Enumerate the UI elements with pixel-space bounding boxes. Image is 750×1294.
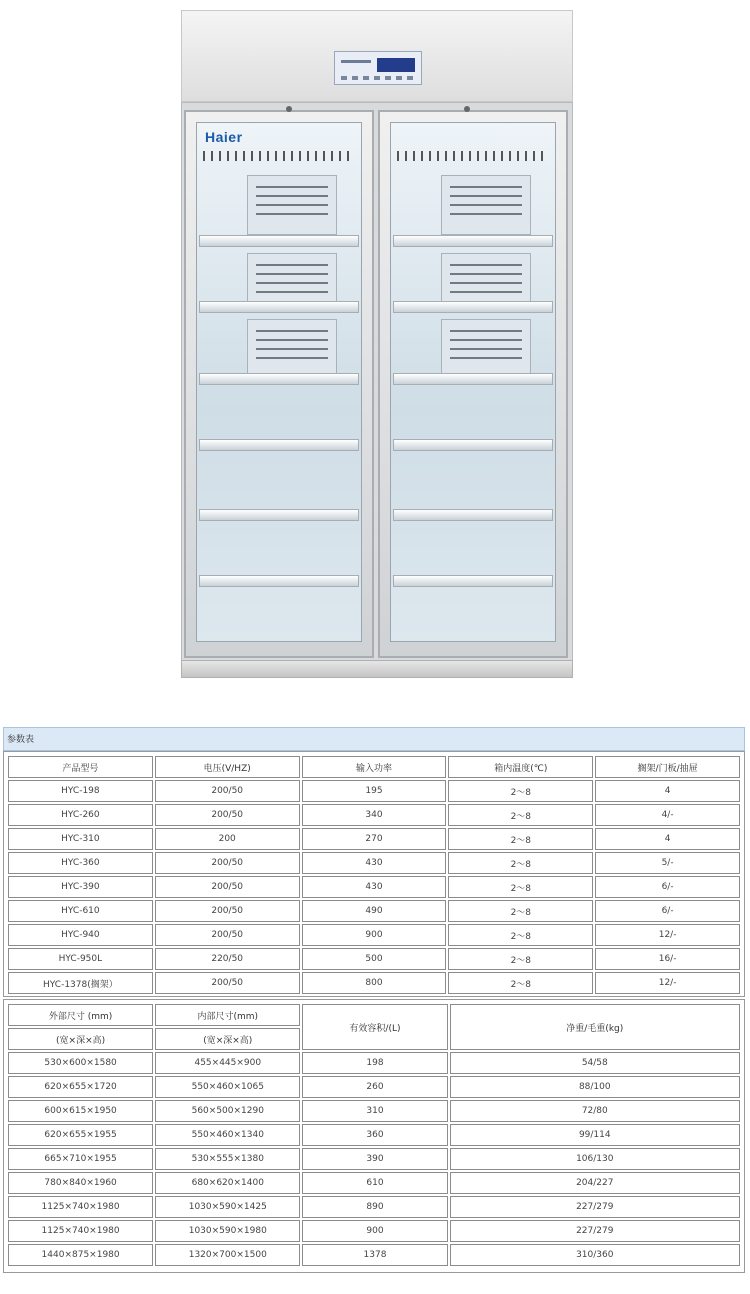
table-cell: 500: [302, 948, 447, 970]
right-door-glass: [390, 122, 556, 642]
table-cell: 6/-: [595, 900, 740, 922]
right-door: [378, 110, 568, 658]
table-row: [8, 1172, 740, 1194]
table-cell: 1125×740×1980: [8, 1220, 153, 1242]
table-row: [8, 948, 740, 970]
lock-icon: [464, 106, 470, 112]
table-cell: 5/-: [595, 852, 740, 874]
air-vent: [203, 151, 355, 161]
column-header: 有效容积/(L): [302, 1004, 447, 1050]
table-cell: 560×500×1290: [155, 1100, 300, 1122]
table-cell: 12/-: [595, 924, 740, 946]
table-row: [8, 1220, 740, 1242]
column-header: 产品型号: [8, 756, 153, 778]
table-row: [8, 924, 740, 946]
table-row: [8, 1148, 740, 1170]
table-cell: 620×655×1955: [8, 1124, 153, 1146]
table-row: [8, 1052, 740, 1074]
table-cell: HYC-260: [8, 804, 153, 826]
table-cell: 1030×590×1980: [155, 1220, 300, 1242]
table-cell: 490: [302, 900, 447, 922]
temperature-display: [377, 58, 415, 72]
table-cell: 198: [302, 1052, 447, 1074]
table-cell: 900: [302, 924, 447, 946]
panel-keys: [341, 76, 417, 80]
table-row: [8, 804, 740, 826]
table-cell: 200: [155, 828, 300, 850]
table-row: [8, 1076, 740, 1098]
column-header: 搁架/门板/抽屉: [595, 756, 740, 778]
shelf: [199, 439, 359, 451]
column-header: 内部尺寸(mm): [155, 1004, 300, 1026]
table-cell: 6/-: [595, 876, 740, 898]
table-header-row: [8, 1004, 740, 1026]
table-cell: HYC-940: [8, 924, 153, 946]
table-cell: 88/100: [450, 1076, 740, 1098]
table-cell: 200/50: [155, 900, 300, 922]
lock-icon: [286, 106, 292, 112]
table-row: [8, 876, 740, 898]
table-cell: 680×620×1400: [155, 1172, 300, 1194]
section-title: 参数表: [3, 727, 745, 751]
table-cell: 530×555×1380: [155, 1148, 300, 1170]
table-cell: 200/50: [155, 780, 300, 802]
table-header-row: [8, 756, 740, 778]
left-door-glass: [196, 122, 362, 642]
cabinet-base: [181, 660, 573, 678]
table-row: [8, 900, 740, 922]
shelf: [393, 373, 553, 385]
table-cell: 227/279: [450, 1220, 740, 1242]
back-vent-panel: [441, 319, 531, 379]
table-cell: 2～8: [448, 852, 593, 874]
table-row: [8, 828, 740, 850]
table-cell: 430: [302, 876, 447, 898]
table-cell: 72/80: [450, 1100, 740, 1122]
column-header: 箱内温度(℃): [448, 756, 593, 778]
table-cell: HYC-360: [8, 852, 153, 874]
shelf: [393, 439, 553, 451]
shelf: [199, 301, 359, 313]
table-cell: 260: [302, 1076, 447, 1098]
table-cell: 800: [302, 972, 447, 994]
spec-table-1: [3, 751, 745, 997]
table-cell: 2～8: [448, 948, 593, 970]
table-cell: 106/130: [450, 1148, 740, 1170]
table-row: [8, 1196, 740, 1218]
table-cell: 200/50: [155, 804, 300, 826]
table-cell: 227/279: [450, 1196, 740, 1218]
table-cell: 340: [302, 804, 447, 826]
panel-label-strip: [341, 60, 371, 63]
shelf: [393, 509, 553, 521]
table-cell: 220/50: [155, 948, 300, 970]
back-vent-panel: [441, 175, 531, 235]
table-cell: 620×655×1720: [8, 1076, 153, 1098]
table-cell: 2～8: [448, 804, 593, 826]
shelf: [393, 575, 553, 587]
table-row: [8, 1244, 740, 1266]
table-cell: 2～8: [448, 900, 593, 922]
table-cell: 2～8: [448, 876, 593, 898]
shelf: [199, 235, 359, 247]
table-cell: 1125×740×1980: [8, 1196, 153, 1218]
table-cell: 2～8: [448, 828, 593, 850]
table-cell: 204/227: [450, 1172, 740, 1194]
table-cell: 890: [302, 1196, 447, 1218]
table-row: [8, 972, 740, 994]
table-cell: HYC-610: [8, 900, 153, 922]
table-cell: 200/50: [155, 972, 300, 994]
table-cell: 270: [302, 828, 447, 850]
table-cell: 4/-: [595, 804, 740, 826]
left-door: [184, 110, 374, 658]
brand-logo: Haier: [205, 129, 243, 145]
table-cell: 200/50: [155, 852, 300, 874]
table-cell: 310: [302, 1100, 447, 1122]
table-cell: 99/114: [450, 1124, 740, 1146]
table-cell: 12/-: [595, 972, 740, 994]
table-cell: 200/50: [155, 924, 300, 946]
table-row: [8, 852, 740, 874]
table-cell: 310/360: [450, 1244, 740, 1266]
table-cell: 4: [595, 780, 740, 802]
table-cell: 780×840×1960: [8, 1172, 153, 1194]
table-cell: 195: [302, 780, 447, 802]
table-cell: HYC-1378(搁架）: [8, 972, 153, 994]
shelf: [393, 235, 553, 247]
column-header: 外部尺寸 (mm): [8, 1004, 153, 1026]
shelf: [199, 373, 359, 385]
table-cell: 1320×700×1500: [155, 1244, 300, 1266]
air-vent: [397, 151, 549, 161]
table-cell: HYC-390: [8, 876, 153, 898]
column-subheader: (宽×深×高): [8, 1028, 153, 1050]
table-cell: 550×460×1065: [155, 1076, 300, 1098]
table-cell: 54/58: [450, 1052, 740, 1074]
table-cell: 200/50: [155, 876, 300, 898]
column-subheader: (宽×深×高): [155, 1028, 300, 1050]
table-cell: HYC-310: [8, 828, 153, 850]
control-panel: [334, 51, 422, 85]
table-cell: 900: [302, 1220, 447, 1242]
table-cell: HYC-198: [8, 780, 153, 802]
column-header: 输入功率: [302, 756, 447, 778]
table-cell: 430: [302, 852, 447, 874]
table-cell: 4: [595, 828, 740, 850]
table-cell: 390: [302, 1148, 447, 1170]
back-vent-panel: [247, 319, 337, 379]
shelf: [393, 301, 553, 313]
table-cell: 2～8: [448, 780, 593, 802]
column-header: 电压(V/HZ): [155, 756, 300, 778]
table-cell: 2～8: [448, 972, 593, 994]
table-row: [8, 1100, 740, 1122]
table-cell: 610: [302, 1172, 447, 1194]
table-cell: 360: [302, 1124, 447, 1146]
table-cell: HYC-950L: [8, 948, 153, 970]
table-cell: 1440×875×1980: [8, 1244, 153, 1266]
table-cell: 1378: [302, 1244, 447, 1266]
table-row: [8, 780, 740, 802]
table-cell: 600×615×1950: [8, 1100, 153, 1122]
table-cell: 665×710×1955: [8, 1148, 153, 1170]
cabinet-top: [181, 10, 573, 102]
back-vent-panel: [247, 175, 337, 235]
table-cell: 455×445×900: [155, 1052, 300, 1074]
table-cell: 530×600×1580: [8, 1052, 153, 1074]
table-cell: 550×460×1340: [155, 1124, 300, 1146]
table-row: [8, 1124, 740, 1146]
shelf: [199, 509, 359, 521]
spec-table-2: [3, 999, 745, 1273]
table-cell: 1030×590×1425: [155, 1196, 300, 1218]
table-cell: 2～8: [448, 924, 593, 946]
shelf: [199, 575, 359, 587]
table-cell: 16/-: [595, 948, 740, 970]
column-header: 净重/毛重(kg): [450, 1004, 740, 1050]
